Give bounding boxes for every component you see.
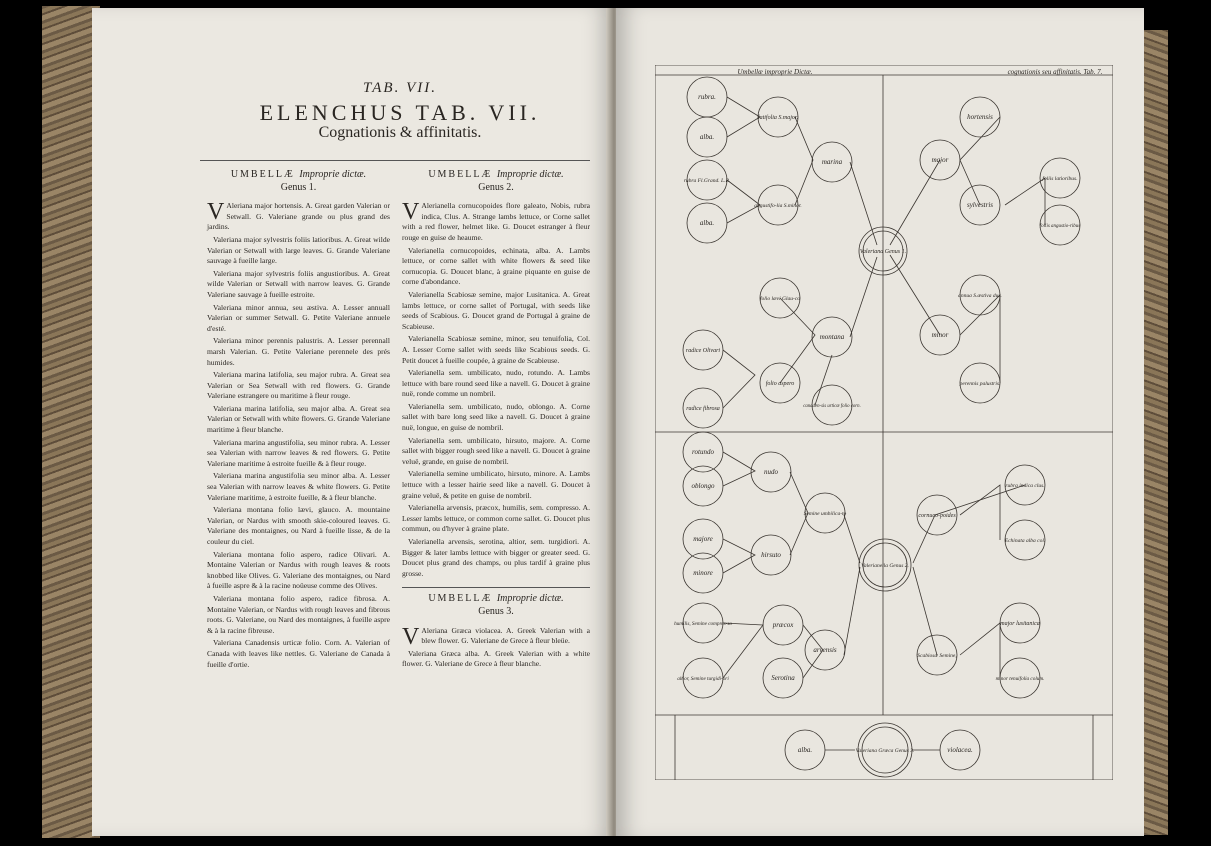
entry: Alerianella cornucopoides flore galeato, Nobis, rubra indica, Clus. A. Strange lambs lettuce, or Corne sallet with a red flower, helmet like. G. Doucet estranger à fleur rouge en guise de heaume. [402,201,590,242]
entry: Valerianella Scabiosæ semine, minor, seu tenuifolia, Col. A. Lesser Corne sallet with seeds like Scabious seeds. G. Petit doucet à fueille coupée, à graine de Scabieuse. [402,334,590,365]
book-cover-right [1142,30,1168,835]
entry: Aleriana major hortensis. A. Great garden Valerian or Setwall. G. Valeriane grande ou plus grand des jardins. [207,201,390,232]
label-major: major [931,156,949,164]
column-heading: UMBELLÆ Improprie dictæ. [428,169,564,180]
label-valeriana-graeca: Valeriana Græca Genus 3. [855,748,915,754]
header-right: cognationis seu affinitatis. Tab. 7. [1007,68,1103,76]
entry: Valeriana major sylvestris foliis angustioribus. A. Great wilde Valerian or Setwall with narrow leaves. G. Grande Valeriane sauvage à fueille estroite. [207,268,390,299]
label-sylvestris: sylvestris [966,201,994,209]
section-rule [402,587,590,588]
entry: Valeriana marina latifolia, seu major rubra. A. Great sea Valerian or Sea Setwall with red flowers. G. Grande Valeriane estrangere ou maritime à fleur rouge. [207,370,390,401]
page-title: ELENCHUS TAB. VII. [259,100,541,125]
label-echinata: Echinata alba col. [1004,538,1046,544]
label-nudo: nudo [764,468,778,476]
entry: Valeriana montana folio aspero, radice Olivari. A. Montaine Valerian or Nardus with rough leaves & roots knobbed like Olives. G. Valeriane des montaignes, ou Nard à fueille aspre & à la racine noüeuse comme des Olives. [207,549,390,591]
label-cornucopoides: cornuco-poides [918,513,956,519]
label-rubra: rubra. [698,93,716,101]
diagram-frame [655,65,1113,780]
label-rubra-fl: rubra Fl.Grand. L.B. [683,178,731,184]
label-radice-olivari: radice Olivari [685,348,721,354]
entry: Valeriana minor perennis palustris. A. Lesser perennall marsh Valerian. G. Petite Valeriane perennele des prés humides. [207,336,390,367]
label-annua: annua S.æstiva dus. [958,293,1002,299]
drop-cap: V [402,623,420,650]
entry: Valeriana Græca alba. A. Greek Valerian with a white flower. G. Valeriane de Grece à fleur blanche. [402,648,590,669]
entry: Valerianella arvensis, serotina, altior, sem. turgidiori. A. Bigger & later lambs lettuce with bigger or greater seed. G. Doucet plus grand des champs, ou plus tardif à graine plus grosse. [402,537,590,578]
entry: Valeriana minor annua, seu æstiva. A. Lesser annuall Valerian or summer Setwall. G. Petite Valeriane annuele d'esté. [207,302,390,333]
label-marina: marina [821,158,843,166]
affinity-diagram [655,65,1113,780]
entry: Valerianella sem. umbilicato, hirsuto, majore. A. Corne sallet with bigger rough seed like a navell. G. Doucet à graine veluë, grande, en guise de nombril. [402,435,590,466]
entry: Valerianella arvensis, præcox, humilis, sem. compresso. A. Lesser lambs lettuce, or common corne sallet. G. Doucet plus commun, ou d'hyver à graine plate. [402,503,590,534]
entry: Valeriana Canadensis urticæ folio. Corn. A. Valerian of Canada with leaves like nettles. G. Valeriane de Canada à fueille d'ortie. [207,638,390,669]
label-alba-3: alba. [797,746,813,754]
title-rule [200,160,590,161]
entry: Valerianella sem. umbilicato, nudo, rotundo. A. Lambs lettuce with bare round seed like a navell. G. Doucet à graine nuë, ronde comme un nombril. [402,368,590,399]
label-alba-2: alba. [699,219,715,227]
label-major-lusitanica: major lusitanica [1000,621,1040,627]
entry: Valeriana montana folio lævi, glauco. A. mountaine Valerian, or Nardus with smooth skie-coloured leaves. G. Valeriane des montaignes, ou Nard à fueille lisse, & de la couleur du ciel. [207,505,390,546]
label-praecox: præcox [772,621,794,629]
label-foliis-latioribus: foliis latioribus. [1042,176,1078,182]
label-valeriana: Valeriana Genus 1. [859,249,907,255]
label-foliis-angustioribus: foliis angustio-ribus [1039,224,1081,229]
label-violacea: violacea. [947,746,973,754]
label-scabiosae: Scabiosæ Semine, [917,653,957,659]
entry: Valeriana montana folio aspero, radice fibrosa. A. Montaine Valerian, or Nardus with rough leaves and fibrous roots. G. Valeriane, ou Nard des montaignes, à fueille aspre & à la racine fibreuse. [207,593,390,635]
page-subtitle: Cognationis & affinitatis. [318,124,482,141]
drop-cap: V [207,199,225,226]
entry: Valerianella cornucopoides, echinata, alba. A. Lambs lettuce, or corne sallet with white flowers & seed like cornucopia. G. Doucet blanc, à graine piquante en guise de corne d'abondance. [402,245,590,287]
entry: Valeriana major sylvestris foliis latioribus. A. Great wilde Valerian or Setwall with large leaves. G. Grande Valeriane sauvage à fueille large. [207,234,390,266]
label-hirsuto: hirsuto [761,551,781,559]
genus-label: Genus 3. [478,605,514,617]
label-rotundo: rotundo [692,448,714,456]
label-hortensis: hortensis [967,113,993,121]
label-montana: montana [819,333,845,341]
entry: Valerianella semine umbilicato, hirsuto, minore. A. Lambs lettuce with a lesser hairie seed like a navell. G. Doucet à graine veluë, & petite en guise de nombril. [402,469,590,500]
entry: Valeriana marina angustifolia, seu minor rubra. A. Lesser sea Valerian with narrow leaves & red flowers. G. Petite Valeriane maritime à estroite fueille & à fleur rouge. [207,437,390,468]
label-folio-aspero: folio aspero [765,381,795,387]
header-left: Umbellæ improprie Dictæ. [737,68,813,76]
column-genus-2-3 [402,170,590,672]
label-folio-laevi: folio lævi Glau-co [759,296,801,302]
label-radice-fibrosa: radice fibrosa [686,406,720,412]
label-angustifolia: angustifo-lia S.minor. [754,203,802,209]
genus-label: Genus 2. [478,181,514,193]
label-canadensis: canaden-sis urticæ folio corn. [803,404,861,409]
label-alba: alba. [699,133,715,141]
drop-cap: V [402,199,420,226]
label-latifolia: latifolia S.major. [757,115,799,121]
entry: Valeriana marina angustifolia seu minor alba. A. Lesser sea Valerian with narrow leaves & white flowers. G. Petite Valeriane maritime, à estroite fueille, & à fleur blanche. [207,471,390,502]
column-heading: UMBELLÆ Improprie dictæ. [230,169,367,180]
label-humilis: humilis, Semine compres-so [674,621,732,627]
column-genus-1 [207,170,390,672]
label-semine-umbilicato: Semine umbilica-to [803,511,847,517]
entry: Valerianella sem. umbilicato, nudo, oblongo. A. Corne sallet with bare long seed like a navell. G. Doucet à graine nuë, longue, en guise de nombril. [402,401,590,433]
entry: Valerianella Scabiosæ semine, major Lusitanica. A. Great lambs lettuce, or corne sallet of Portugal, with seeds like seeds of Scabious. G. Doucet grand de Portugal à graine de Scabieuse. [402,289,590,331]
entry: Valeriana marina latifolia, seu major alba. A. Great sea Valerian or Setwall with white flowers. G. Grande Valeriane maritime à fleur blanche. [207,403,390,435]
label-minore: minore [693,569,713,577]
label-rubra-indica: rubra indica clus. [1005,483,1045,489]
genus-label: Genus 1. [280,181,317,193]
tab-label: TAB. VII. [363,80,437,96]
column-heading: UMBELLÆ Improprie dictæ. [428,593,564,605]
label-altior: altior, Semine turgidi-ori [677,676,729,682]
label-minor-tenuifolia: minor tenuifolia colum. [995,676,1045,682]
entry: Aleriana Græca violacea. A. Greek Valerian with a blew flower. G. Valeriane de Grece à fleur bleüe. [421,625,590,646]
label-perennis: perennis palustris. [959,381,1001,387]
label-minor: minor [931,331,949,339]
label-oblongo: oblongo [691,482,715,490]
label-valerianella: Valerianella Genus 2. [861,563,909,569]
label-serotina: Serotina [771,674,795,682]
label-majore: majore [693,535,713,543]
label-arvensis: arvensis [813,646,837,654]
